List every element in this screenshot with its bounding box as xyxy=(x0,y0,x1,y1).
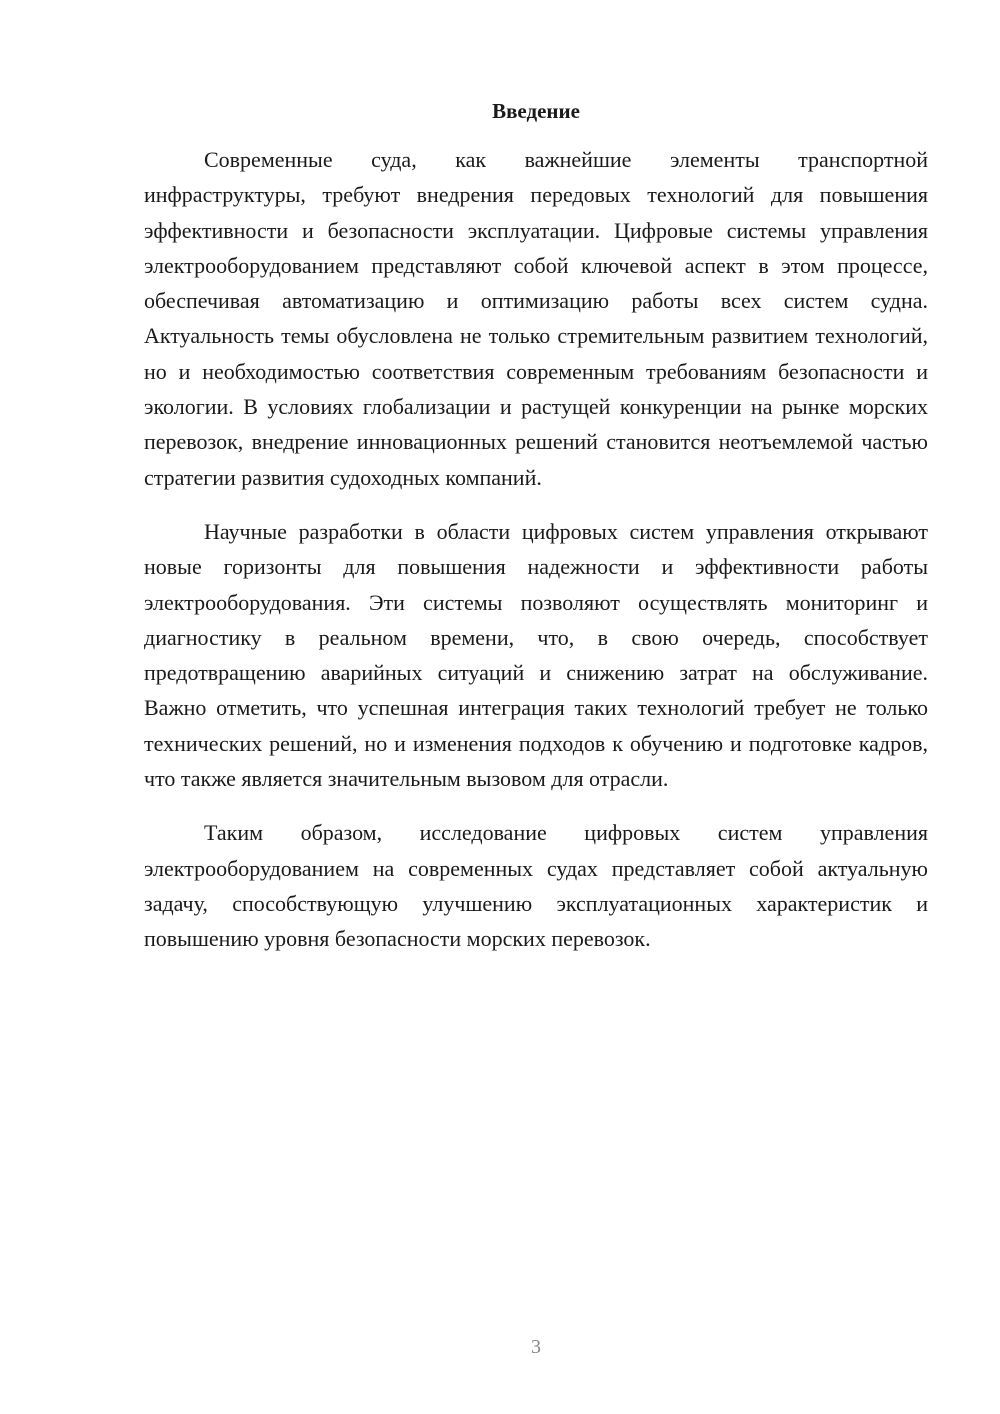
paragraph-2: Научные разработки в области цифровых систем управления открывают новые горизонты для повышения надежности и эффективности работы электрооборудования. Эти системы позволяют осуществлять мониторинг и диагностику в реальном времени, что, в свою очередь, способствует предотвращению аварийных ситуаций и снижению затрат на обслуживание. Важно отметить, что успешная интеграция таких технологий требует не только технических решений, но и изменения подходов к обучению и подготовке кадров, что также является значительным вызовом для отрасли. xyxy=(144,518,928,792)
page-number: 3 xyxy=(531,1336,541,1358)
paragraph-1: Современные суда, как важнейшие элементы транспортной инфраструктуры, требуют внедрения передовых технологий для повышения эффективности и безопасности эксплуатации. Цифровые системы управления электрооборудованием представляют собой ключевой аспект в этом процессе, обеспечивая автоматизацию и оптимизацию работы всех систем судна. Актуальность темы обусловлена не только стремительным развитием технологий, но и необходимостью соответствия современным требованиям безопасности и экологии. В условиях глобализации и растущей конкуренции на рынке морских перевозок, внедрение инновационных решений становится неотъемлемой частью стратегии развития судоходных компаний. xyxy=(144,147,928,490)
body-text xyxy=(144,142,928,957)
section-title: Введение xyxy=(492,99,580,123)
paragraph-3: Таким образом, исследование цифровых систем управления электрооборудованием на современных судах представляет собой актуальную задачу, способствующую улучшению эксплуатационных характеристик и повышению уровня безопасности морских перевозок. xyxy=(144,820,928,952)
